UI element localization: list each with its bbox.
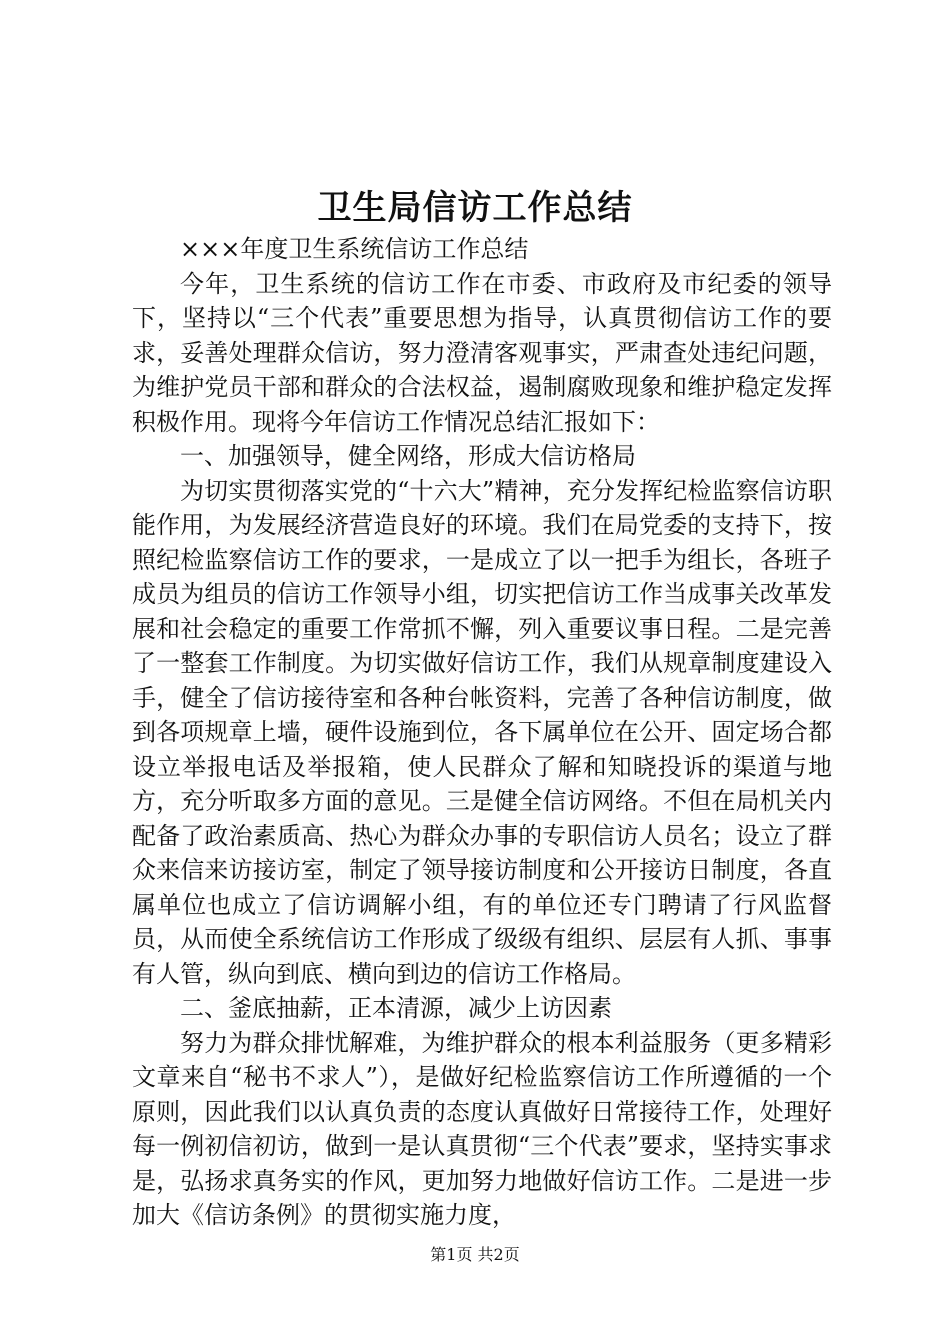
- subtitle-paragraph: ×××年度卫生系统信访工作总结: [180, 235, 529, 263]
- section-2-paragraph: 努力为群众排忧解难，为维护群众的根本利益服务（更多精彩文章来自“秘书不求人”），是做好纪检监察信访工作所遵循的一个原则，因此我们以认真负责的态度认真做好日常接待工作，处理好每一例初信初访，做到一是认真贯彻“三个代表”要求，坚持实事求是，弘扬求真务实的作风，更加努力地做好信访工作。二是进一步加大《信访条例》的贯彻实施力度，: [132, 1028, 832, 1229]
- page-number-footer: 第1页 共2页: [430, 1245, 520, 1264]
- section-heading-1: 一、加强领导，健全网络，形成大信访格局: [180, 442, 636, 470]
- intro-paragraph: 今年，卫生系统的信访工作在市委、市政府及市纪委的领导下，坚持以“三个代表”重要思想为指导，认真贯彻信访工作的要求，妥善处理群众信访，努力澄清客观事实，严肃查处违纪问题，为维护党员干部和群众的合法权益，遏制腐败现象和维护稳定发挥积极作用。现将今年信访工作情况总结汇报如下：: [132, 269, 832, 436]
- document-title: 卫生局信访工作总结: [317, 188, 633, 228]
- document-body: [132, 232, 832, 1233]
- section-1-paragraph: 为切实贯彻落实党的“十六大”精神，充分发挥纪检监察信访职能作用，为发展经济营造良好的环境。我们在局党委的支持下，按照纪检监察信访工作的要求，一是成立了以一把手为组长，各班子成员为组员的信访工作领导小组，切实把信访工作当成事关改革发展和社会稳定的重要工作常抓不懈，列入重要议事日程。二是完善了一整套工作制度。为切实做好信访工作，我们从规章制度建设入手，健全了信访接待室和各种台帐资料，完善了各种信访制度，做到各项规章上墙，硬件设施到位，各下属单位在公开、固定场合都设立举报电话及举报箱，使人民群众了解和知晓投诉的渠道与地方，充分听取多方面的意见。三是健全信访网络。不但在局机关内配备了政治素质高、热心为群众办事的专职信访人员名；设立了群众来信来访接访室，制定了领导接访制度和公开接访日制度，各直属单位也成立了信访调解小组，有的单位还专门聘请了行风监督员，从而使全系统信访工作形成了级级有组织、层层有人抓、事事有人管，纵向到底、横向到边的信访工作格局。: [132, 476, 832, 988]
- section-heading-2: 二、釜底抽薪，正本清源，减少上访因素: [180, 994, 612, 1022]
